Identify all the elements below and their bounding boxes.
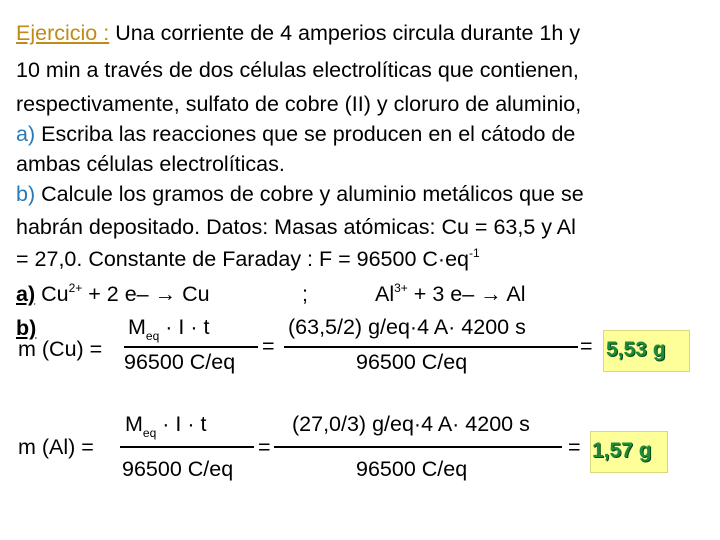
cu-equals-2: = [580, 334, 593, 358]
cu-formula-denominator: 96500 C/eq [124, 350, 236, 374]
part-b-label: b) [16, 182, 36, 206]
cu-result: 5,53 g [606, 338, 666, 361]
meq-subscript-al: eq [142, 425, 157, 440]
reaction-separator: ; [302, 282, 308, 306]
al-symbol: Al [375, 282, 395, 306]
exercise-label: Ejercicio : [16, 21, 110, 45]
faraday-exponent: -1 [468, 246, 480, 260]
part-a-line-2: ambas células electrolíticas. [16, 152, 285, 176]
al-charge: 3+ [394, 281, 408, 295]
formula-num-rest: · I · t [165, 315, 210, 339]
al-numeric-fraction-bar [274, 446, 562, 448]
cu-formula-numerator [128, 315, 210, 343]
faraday-text: = 27,0. Constante de Faraday : F = 96500 C·eq [16, 247, 469, 271]
answer-b-label: b) [16, 316, 37, 340]
part-a-text-1: Escriba las reacciones que se producen en el cátodo de [41, 122, 576, 146]
cu-numeric-numerator: (63,5/2) g/eq·4 A· 4200 s [288, 315, 526, 339]
al-numeric-numerator: (27,0/3) g/eq·4 A· 4200 s [292, 412, 530, 436]
al-formula-denominator: 96500 C/eq [122, 457, 234, 481]
al-numeric-denominator: 96500 C/eq [356, 457, 468, 481]
al-equals-1: = [258, 435, 271, 459]
al-reaction-rest: + 3 e– → Al [413, 282, 526, 306]
cu-reaction-rest: + 2 e– → Cu [88, 282, 210, 306]
part-b-line-2: habrán depositado. Datos: Masas atómicas: Cu = 63,5 y Al [16, 215, 576, 239]
cu-symbol: Cu [41, 282, 69, 306]
cu-equals-1: = [262, 334, 275, 358]
cu-mass-lhs: m (Cu) = [18, 337, 103, 361]
al-formula-numerator [125, 412, 207, 440]
al-equals-2: = [568, 435, 581, 459]
al-mass-lhs: m (Al) = [18, 435, 94, 459]
al-reaction [375, 281, 526, 306]
part-b-line-1 [16, 184, 584, 206]
formula-num-rest-al: · I · t [162, 412, 207, 436]
statement-text-1: Una corriente de 4 amperios circula durante 1h y [115, 21, 581, 45]
answer-a-line [16, 281, 210, 306]
part-a-label: a) [16, 122, 36, 146]
part-a-line-1 [16, 124, 575, 146]
meq-symbol: M [128, 315, 146, 339]
al-formula-fraction-bar [120, 446, 254, 448]
statement-line-1 [16, 23, 580, 45]
cu-numeric-denominator: 96500 C/eq [356, 350, 468, 374]
cu-charge: 2+ [68, 281, 83, 295]
part-b-line-3 [16, 246, 480, 271]
meq-subscript: eq [145, 328, 160, 343]
statement-line-3: respectivamente, sulfato de cobre (II) y cloruro de aluminio, [16, 92, 582, 116]
cu-numeric-fraction-bar [284, 346, 578, 348]
meq-symbol-al: M [125, 412, 143, 436]
statement-line-2: 10 min a través de dos células electrolíticas que contienen, [16, 58, 579, 82]
al-result: 1,57 g [592, 439, 652, 462]
answer-a-label: a) [16, 282, 36, 306]
part-b-text-1: Calcule los gramos de cobre y aluminio metálicos que se [41, 182, 584, 206]
cu-formula-fraction-bar [124, 346, 258, 348]
